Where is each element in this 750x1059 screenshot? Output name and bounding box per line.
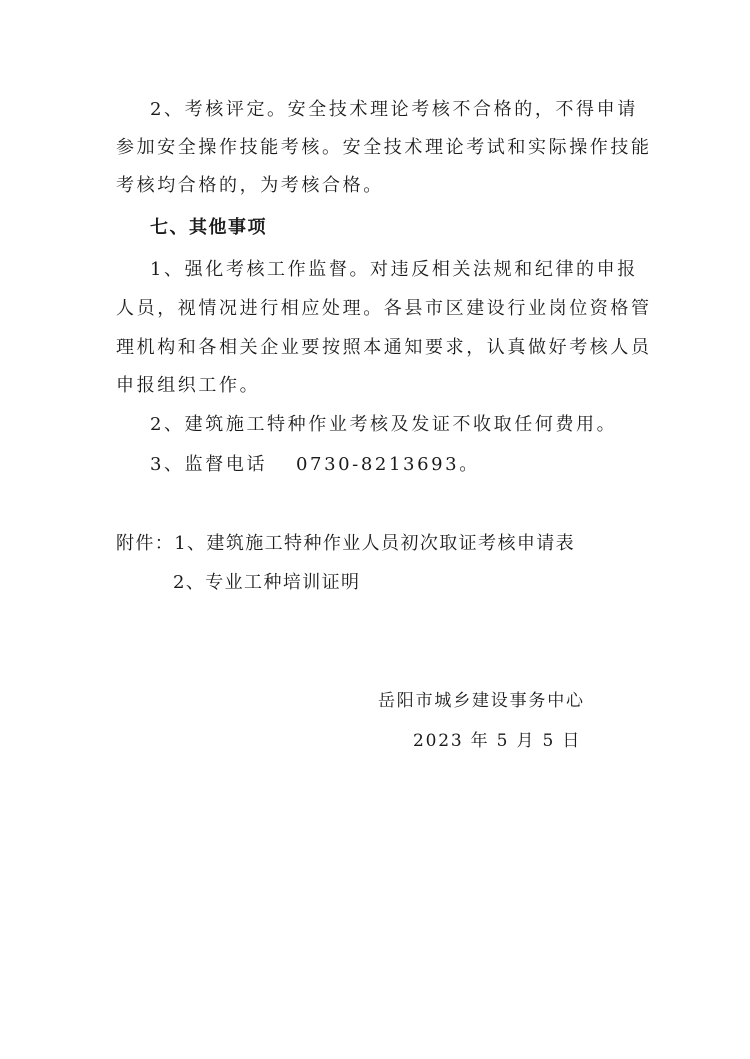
other-item3-supervision-phone: 3、监督电话 0730-8213693。: [150, 454, 480, 475]
assessment-item2-line3: 考核均合格的，为考核合格。: [116, 175, 384, 196]
signature-organization: 岳阳市城乡建设事务中心: [378, 691, 585, 711]
attachments-line1: 附件：1、建筑施工特种作业人员初次取证考核申请表: [116, 533, 576, 554]
assessment-item2-line1: 2、考核评定。安全技术理论考核不合格的，不得申请: [150, 99, 638, 120]
attachments-line2: 2、专业工种培训证明: [173, 572, 361, 593]
other-item1-line3: 理机构和各相关企业要按照本通知要求，认真做好考核人员: [116, 337, 652, 358]
assessment-item2-line2: 参加安全操作技能考核。安全技术理论考试和实际操作技能: [116, 137, 652, 158]
section-heading-other-matters: 七、其他事项: [150, 217, 267, 238]
other-item1-line1: 1、强化考核工作监督。对违反相关法规和纪律的申报: [150, 259, 638, 280]
other-item1-line2: 人员，视情况进行相应处理。各县市区建设行业岗位资格管: [116, 298, 652, 319]
other-item1-line4: 申报组织工作。: [116, 375, 261, 396]
other-item2: 2、建筑施工特种作业考核及发证不收取任何费用。: [150, 414, 618, 435]
signature-date: 2023 年 5 月 5 日: [413, 731, 582, 751]
